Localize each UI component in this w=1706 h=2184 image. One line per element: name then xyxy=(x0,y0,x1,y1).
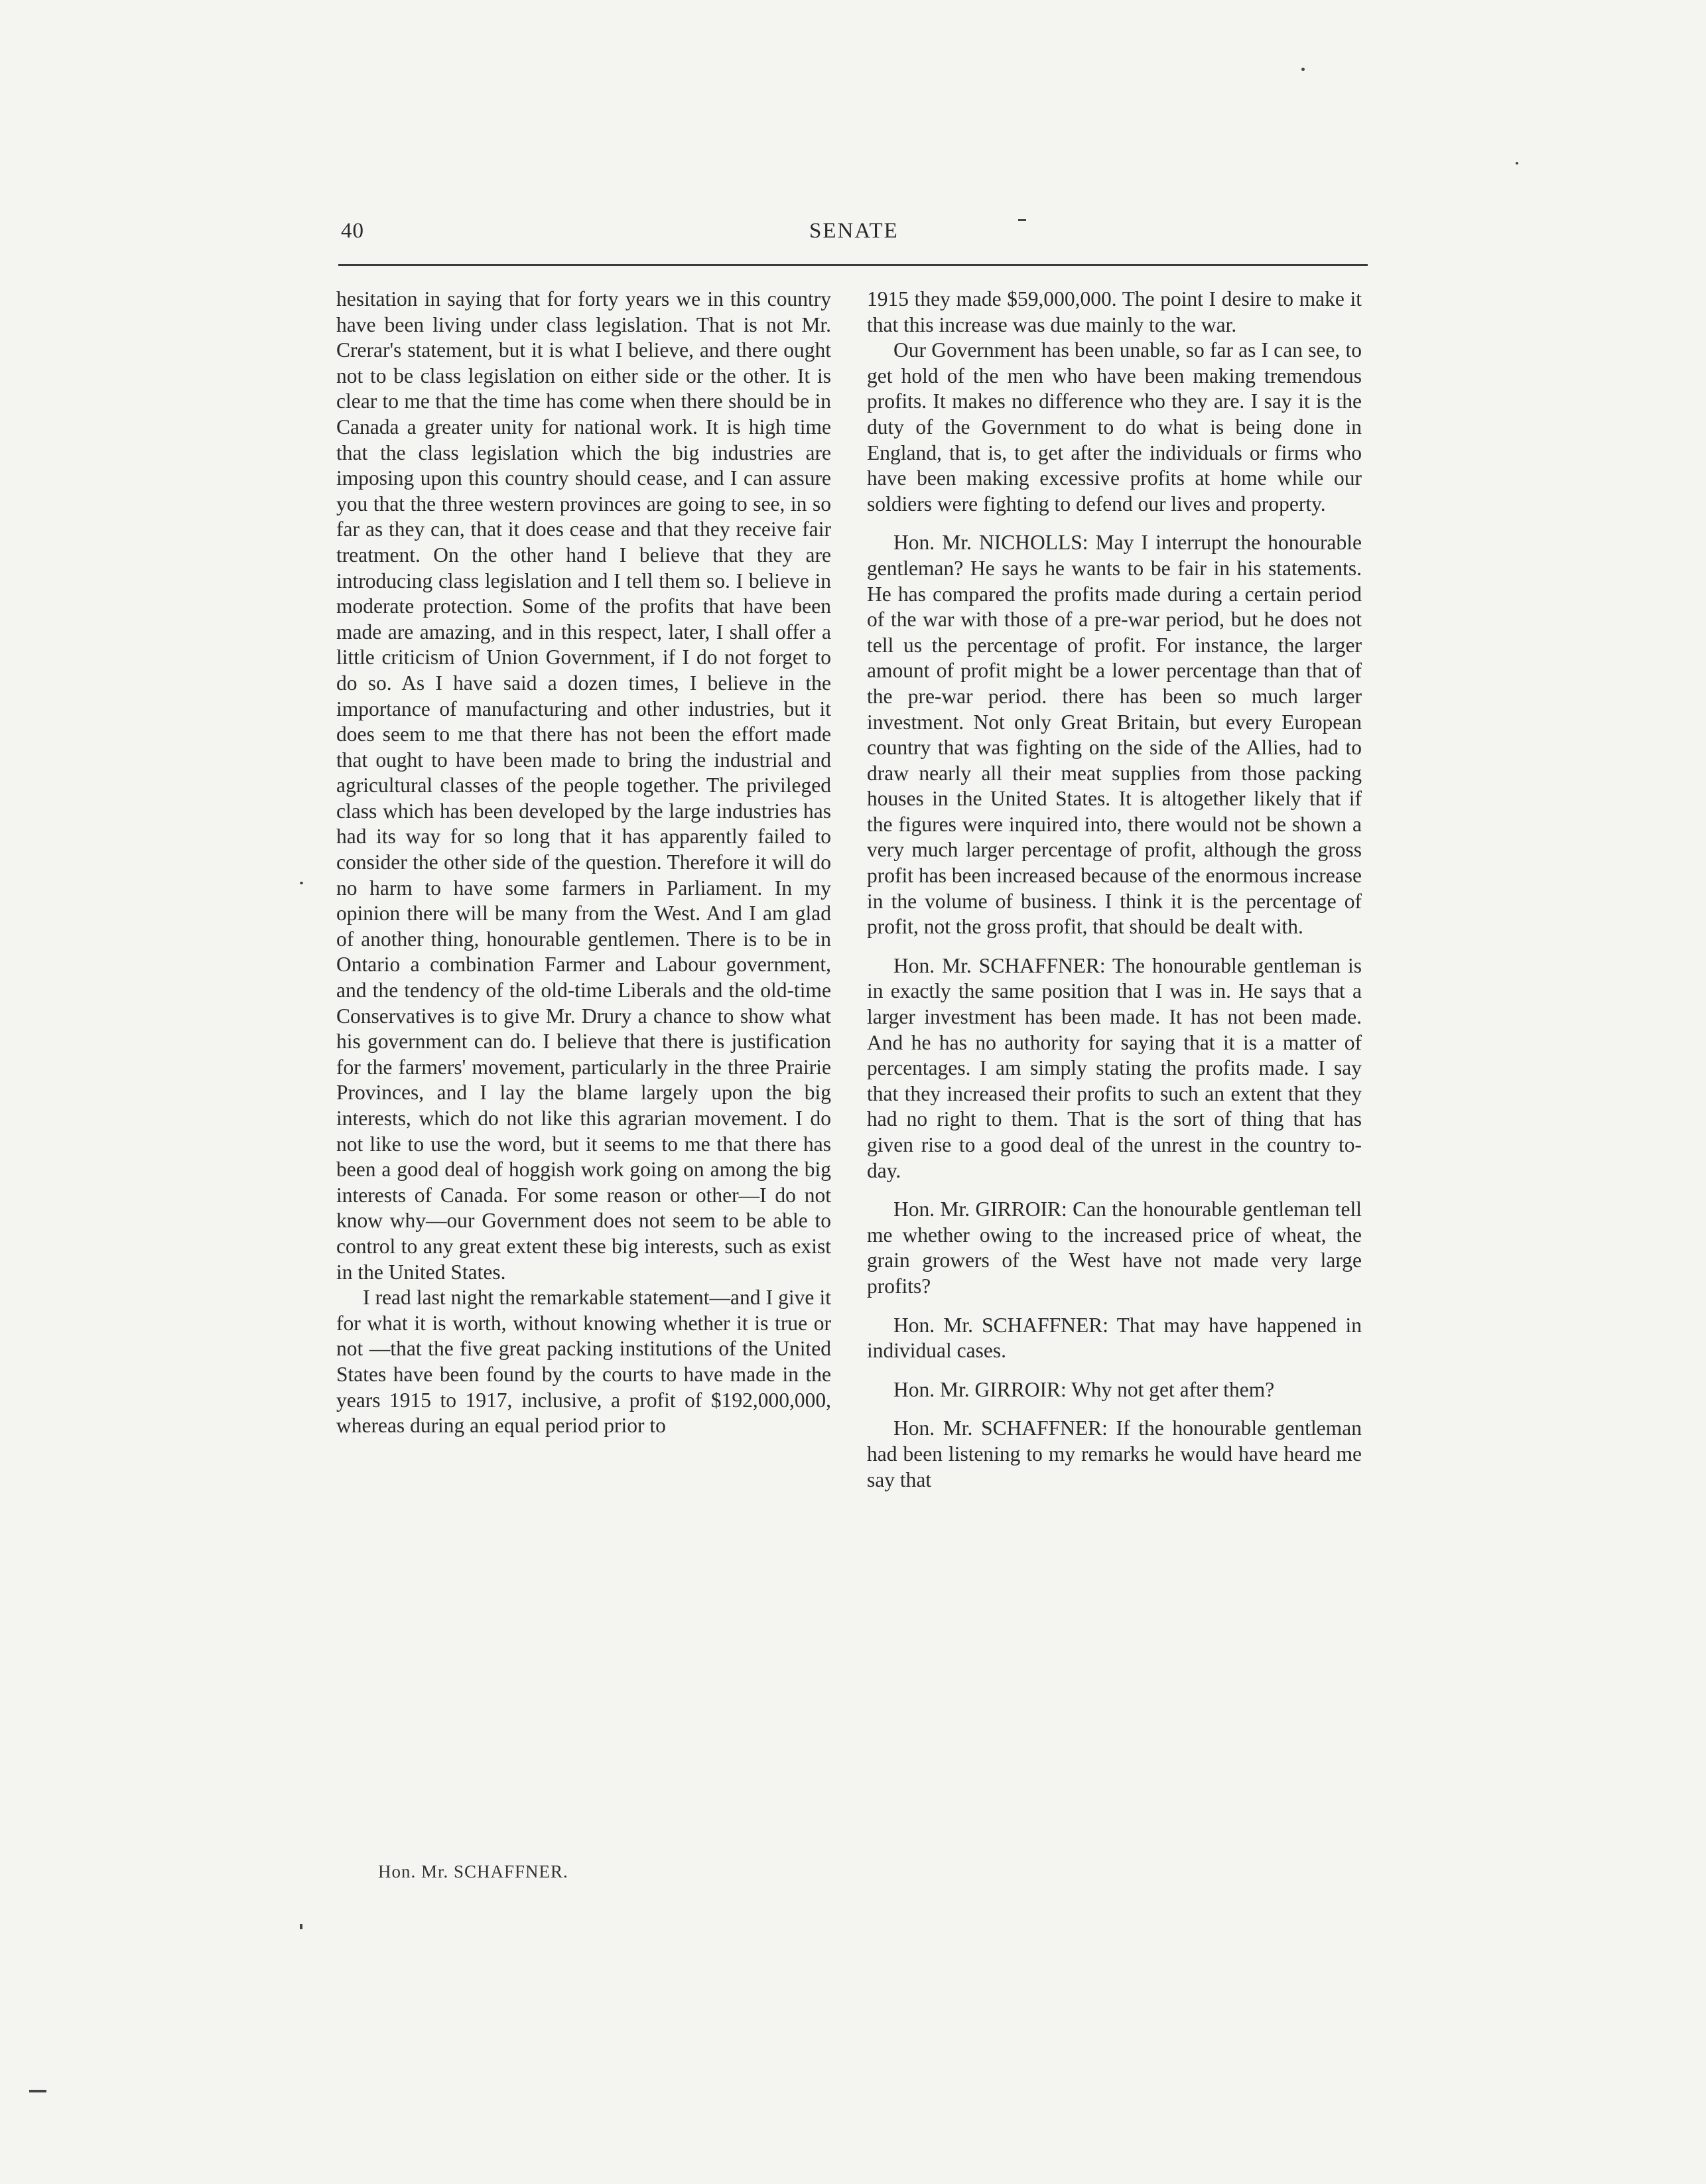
right-paragraph-nicholls: Hon. Mr. NICHOLLS: May I interrupt the honourable gentleman? He says he wants to be fair in his statements. He has compared the profits made during a certain period of the war with those of a pre-war period, but he does not tell us the percentage of profit. For instance, the larger amount of profit might be a lower percentage than that of the pre-war period. there has been so much larger investment. Not only Great Britain, but every European country that was fighting on the side of the Allies, had to draw nearly all their meat supplies from those packing houses in the United States. It is altogether likely that if the figures were inquired into, there would not be shown a very much larger percentage of profit, although the gross profit has been increased because of the enormous increase in the volume of business. I think it is the percentage of profit, not the gross profit, that should be dealt with. xyxy=(867,531,1362,939)
page-number: 40 xyxy=(341,219,364,243)
scan-speck xyxy=(29,2090,46,2092)
left-paragraph-1: hesitation in saying that for forty years we in this country have been living under class legislation. That is not Mr. Crerar's statement, but it is what I believe, and there ought not to be class legislation on either side or the other. It is clear to me that the time has come when there should be in Canada a greater unity for national work. It is high time that the class legislation which the big industries are imposing upon this country should cease, and I can assure you that the three western provinces are going to see, in so far as they can, that it does cease and that they receive fair treatment. On the other hand I believe that they are introducing class legislation and I tell them so. I believe in moderate protection. Some of the profits that have been made are amazing, and in this respect, later, I shall offer a little criticism of Union Government, if I do not forget to do so. As I have said a dozen times, I believe in the importance of manufacturing and other industries, but it does seem to me that there has not been the effort made that ought to have been made to bring the industrial and agricultural classes of the people together. The privileged class which has been developed by the large industries has had its way for so long that it has apparently failed to consider the other side of the question. Therefore it will do no harm to have some farmers in Parliament. In my opinion there will be many from the West. And I am glad of another thing, honourable gentlemen. There is to be in Ontario a combination Farmer and Labour government, and the tendency of the old-time Liberals and the old-time Conservatives is to give Mr. Drury a chance to show what his government can do. I believe that there is justification for the farmers' movement, particularly in the three Prairie Provinces, and I lay the blame largely upon the big interests, which do not like this agrarian movement. I do not like to use the word, but it seems to me that there has been a good deal of hoggish work going on among the big interests of Canada. For some reason or other—I do not know why—our Government does not seem to be able to control to any great extent these big interests, such as exist in the United States. xyxy=(336,287,831,1284)
right-paragraph-girroir-2: Hon. Mr. GIRROIR: Why not get after them? xyxy=(893,1377,1275,1401)
scan-speck xyxy=(300,1924,302,1929)
right-paragraph-schaffner-2: Hon. Mr. SCHAFFNER: That may have happened in individual cases. xyxy=(867,1313,1362,1363)
scan-speck xyxy=(300,882,303,884)
scan-speck xyxy=(1301,68,1305,71)
right-paragraph-2: Our Government has been unable, so far as I can see, to get hold of the men who have been making tremendous profits. It makes no difference who they are. I say it is the duty of the Government to do what is being done in England, that is, to get after the individuals or firms who have been making excessive profits at home while our soldiers were fighting to defend our lives and property. xyxy=(867,338,1362,515)
right-paragraph-1: 1915 they made $59,000,000. The point I desire to make it that this increase was due mainly to the war. xyxy=(867,287,1362,336)
left-column xyxy=(336,287,831,1439)
footer-speaker-line: Hon. Mr. SCHAFFNER. xyxy=(378,1862,568,1881)
left-paragraph-2: I read last night the remarkable statement—and I give it for what it is worth, without knowing whether it is true or not —that the five great packing institutions of the United States have been found by the courts to have made in the years 1915 to 1917, inclusive, a profit of $192,000,000, whereas during an equal period prior to xyxy=(336,1286,831,1438)
right-paragraph-girroir-1: Hon. Mr. GIRROIR: Can the honourable gentleman tell me whether owing to the increased price of wheat, the grain growers of the West have not made very large profits? xyxy=(867,1197,1362,1298)
right-column xyxy=(867,287,1362,1493)
scan-speck xyxy=(1516,162,1518,165)
right-paragraph-schaffner-3: Hon. Mr. SCHAFFNER: If the honourable gentleman had been listening to my remarks he would have heard me say that xyxy=(867,1416,1362,1491)
page-header xyxy=(338,219,1366,252)
scan-speck xyxy=(1018,219,1026,221)
right-paragraph-schaffner-1: Hon. Mr. SCHAFFNER: The honourable gentleman is in exactly the same position that I was in. He says that a larger investment has been made. It has not been made. And he has no authority for saying that it is a matter of percentages. I am simply stating the profits made. I say that they increased their profits to such an extent that they had no right to them. That is the sort of thing that has given rise to a good deal of the unrest in the country to-day. xyxy=(867,953,1362,1182)
header-rule xyxy=(338,264,1368,266)
running-head: SENATE xyxy=(809,219,899,243)
